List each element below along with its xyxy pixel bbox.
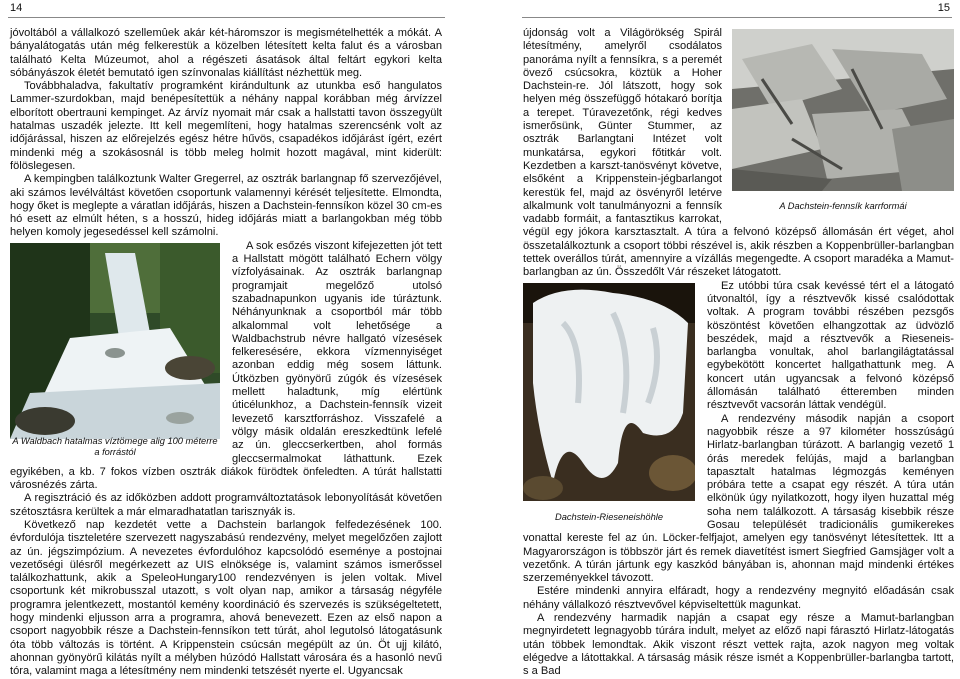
paragraph: jóvoltából a vállalkozó szellemûek akár két-háromszor is megismételhették a mókát. A bányalátogatás után még felkerestük a közelben létesített kelta falut és a városban található Kelta Múzeumot, ahol a régészeti ásatások által feltárt egykori kelta sóbányászok életét bemutató igen színvonalas kiállítást nézhettük meg. <box>10 27 442 79</box>
header-rule-right <box>522 17 952 18</box>
ice-cave-photo-icon <box>523 283 695 501</box>
header-rule-left <box>8 17 445 18</box>
paragraph: Ez utóbbi túra csak kevéssé tért el a látogató útvonaltól, így a résztvevők kissé csalódottak voltak. A program további részében pezsgős köszöntést követően elhangzottak az üdvözlő beszédek, majd a résztvevők a Rieseneis-barlangba vonultak, ahol barlangilágtatással egybekötött koncertet hallgathattunk meg. A koncert után ugyancsak a felvonó középső állomásán található étteremben minden résztvevőt vacsorán láttak vendégül. <box>707 279 954 412</box>
karst-figure <box>732 29 954 212</box>
waterfall-figure <box>10 243 220 458</box>
waterfall-photo-icon <box>10 243 220 439</box>
paragraph: Következő nap kezdetét vette a Dachstein barlangok felfedezésének 100. évfordulója tiszteletére szervezett nagyszabású rendezvény, melyet megelőzően zajlott az ún. jégszimpózium. A nevezetes évfordulóhoz kapcsolódó eseménye a postojnai vezetőségi ülésről megérkezett az UIS elnöksége is, valamint számos ismerőssel találkozhattunk, akik a SpeleoHungary100 rendezvényen is jelen voltak. Mivel csoportunk két mikrobusszal utazott, s volt olyan nap, amikor a társaság négyféle programra jelentkezett, mostantól kemény koordináció és szervezés is szükségeltetett, hogy mindenki eljusson arra a programra, ahová benevezett. Ezen az első napon a csoport nagyobbik része a Dachstein-fennsíkon tett túrát, ahol legutolsó látogatásunk óta több változás is történt. A Krippenstein csúcsán megépült az ún. Öt ujj kilátó, ahonnan gyönyörű kilátás nyílt a mélyben húzódó Hallstatt városára és a hasonló nevű tóra, valamint maga a létesítmény nem mindenki tetszését nyerte el. Ugyancsak <box>10 518 442 678</box>
figure-caption: A Waldbach hatalmas víztömege alig 100 méterre a forrástól <box>12 435 218 457</box>
figure-caption: Dachstein-Rieseneishöhle <box>554 511 663 522</box>
paragraph: A kempingben találkoztunk Walter Gregerrel, az osztrák barlangnap fő szervezőjével, aki számos levélváltást követően csoportunk valamennyi kérését teljesítette. Elmondta, hogy őket is meglepte a váratlan időjárás, hiszen a Dachstein-fennsíkon közel 30 cm-es hó esett az elmúlt héten, s a hosszú, hideg időjárás miatt a barlangokban még több helyen komoly jegesedéssel kell számolni. <box>10 173 442 239</box>
figure-caption: A Dachstein-fennsík karrformái <box>779 201 907 211</box>
paragraph: Estére mindenki annyira elfáradt, hogy a rendezvény megnyitó előadásán csak néhány vállalkozó résztvevővel képviseltettük magunkat. <box>523 585 954 611</box>
ice-cave-figure <box>523 283 695 523</box>
karst-photo-icon <box>732 29 954 191</box>
left-page-column <box>10 27 442 679</box>
page-number-right: 15 <box>937 2 950 14</box>
paragraph: A sok esőzés viszont kifejezetten jót tett a Hallstatt mögött található Echern völgy vízfolyásainak. Az osztrák barlangnap programjait megelőző utolsó szabadnapunkon ugyanis ide túráztunk. Néhányunknak a csoportból már több alkalommal volt lehetősége a Waldbachstrub névre hallgató vízesések felkeresésére, ekkora vízmennyiséget azonban eddig még sosem láttunk. Útközben gyönyörű zúgók és vízesések mellett haladtunk, míg elértünk úticélunkhoz, a Dachstein-fennsík vizeit levezető karsztforráshoz. Visszafelé a völgy másik oldalán ereszkedtünk lefelé az ún. gleccserkertben, ahol formás gleccsermalmokat láthattunk. Ezek egyikében, a kb. 7 fokos vízben osztrák diákok fürödtek önfeledten. A túrát hallstatti városnézés zárta. <box>10 239 442 492</box>
page-number-left: 14 <box>10 2 23 14</box>
paragraph: Továbbhaladva, fakultatív programként kirándultunk az utunkba eső hangulatos Lammer-szurdokban, majd benépesítettük a néhány nappal korábban még árvízzel elborított obertrauni kempinget. Az árvíz nyomait már csak a hallstatti tavon összegyült hatalmas uszadék jelezte. Itt kell megemlíteni, hogy hatalmas szerencsénk volt az időjárással, hiszen az előrejelzés egész hétre hűvös, csapadékos időjárást ígért, ezért mindenki még a szokásosnál is több meleg holmit hozott magával, mint kiderült: fölöslegesen. <box>10 80 442 172</box>
paragraph: A rendezvény második napján a csoport nagyobbik része a 97 kilométer hosszúságú Hirlatz-barlangban túrázott. A barlangig vezető 1 órás meredek felújás, majd a barlangban tapasztalt hatalmas légmozgás keményen próbára tette a csapat egy részét. A túra után elkönük úgy nyilatkozott, hogy ilyen huzattal még soha nem találkozott. A társaság kisebbik része Gosau települését tradicionális gumikerekes vonattal kereste fel az ún. Löcker-felfjajot, amelyen egy tanösvényt létesítettek. Itt a Magyarországon is többször járt és remek diavetítést ismert Siegfried Gamsjäger volt a vezetőnk. A túrán jártunk egy kaszkód bányában is, ahonnan majd mindenki értékes szerzeményekkel távozott. <box>523 412 954 585</box>
paragraph: A regisztráció és az időközben addott programváltoztatások lebonyolítását követően szétosztásra kerültek a már elmaradhatatlan tarisznyák is. <box>10 492 442 518</box>
right-page-column <box>523 27 954 679</box>
paragraph: A rendezvény harmadik napján a csapat egy része a Mamut-barlangban megnyirdetett legnagyobb túrára indult, melyet az előző napi fárasztó Hirlatz-látogatás után többek lemondtak. Akik viszont részt vettek rajta, azok nagyon meg voltak elégedve a látottakkal. A társaság másik része ismét a Koppenbrüller-barlangba tartott, s a Bad <box>523 612 954 678</box>
paragraph: újdonság volt a Világörökség Spirál létesítmény, amelyről csodálatos panoráma nyílt a fennsíkra, s a peremét övező csúcsokra, köztük a Hoher Dachstein-re. Jól látszott, hogy sok helyen még összefüggő hótakaró borítja a terepet. Túravezetőnk, régi kedves ismerősünk, Günter Stummer, az osztrák Barlangtani Intézet volt munkatársa, egykori főtitkár volt. Kezdetben a karszt-tanösvényt követve, elsőként a Krippenstein-jégbarlangot kerestük fel, majd az ösvényről letérve alkalmunk volt tanulmányozni a fennsík vadabb formáit, a fantasztikus karrokat, végül egy jókora karsztasztalt. A túra a felvonó középső állomásán ért véget, ahol összetalálkoztunk a csoport többi részével is, akik részben a Koppenbrüller-barlangban tettek overállos túrát, amennyire a vízállás megengedte. A csoport maradéka a Mamut-barlangban az ún. Összedőlt Vár részeket látogatott. <box>523 27 954 279</box>
